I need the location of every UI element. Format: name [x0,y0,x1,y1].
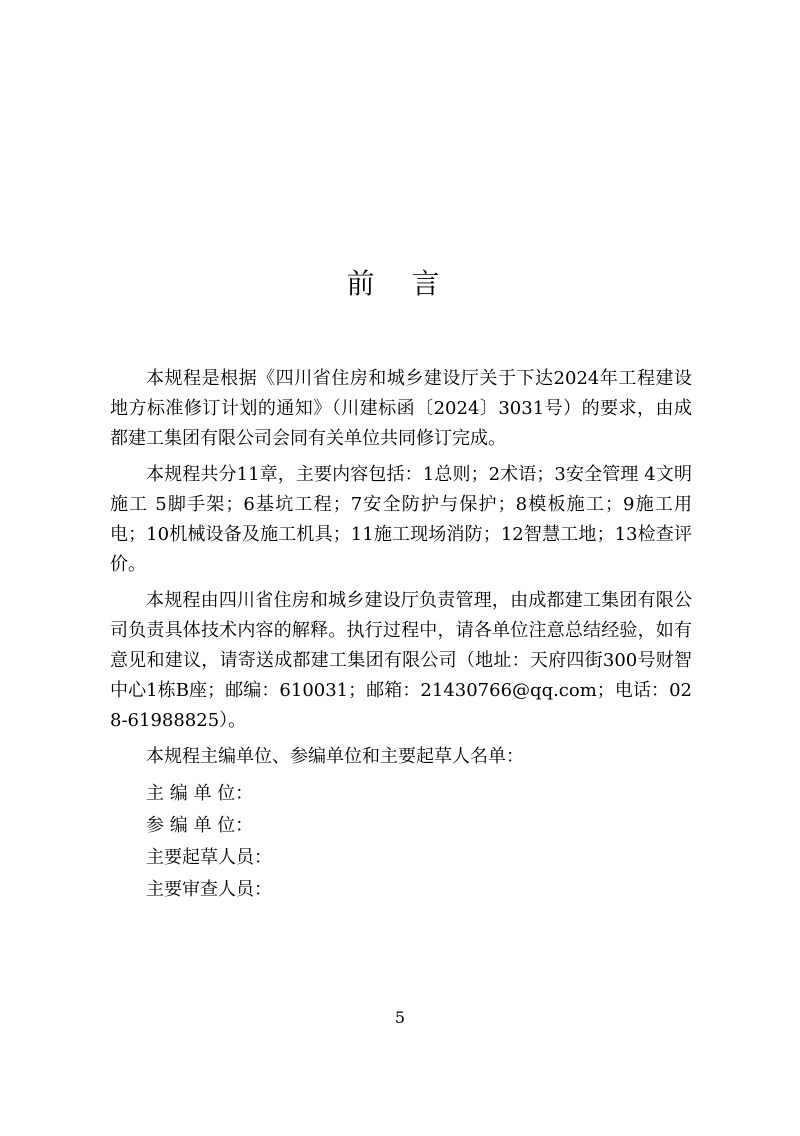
participating-unit-label: 参 编 单 位： [146,815,254,836]
preface-body [110,364,692,906]
preface-paragraph-1: 本规程是根据《四川省住房和城乡建设厅关于下达2024年工程建设地方标准修订计划的通知》（川建标函〔2024〕3031号）的要求，由成都建工集团有限公司会同有关单位共同修订完成。 [110,368,692,449]
preface-paragraph-3: 本规程由四川省住房和城乡建设厅负责管理，由成都建工集团有限公司负责具体技术内容的解释。执行过程中，请各单位注意总结经验，如有意见和建议，请寄送成都建工集团有限公司（地址：天府四街300号财智中心1栋B座；邮编：610031；邮箱：21430766@qq.com；电话：028-61988825）。 [110,590,692,731]
chief-editor-unit-label: 主 编 单 位： [146,783,254,804]
main-drafters-label: 主要起草人员： [146,847,272,868]
main-reviewers-label: 主要审查人员： [146,879,272,900]
preface-paragraph-2: 本规程共分11章，主要内容包括：1总则；2术语；3安全管理 4文明施工 5脚手架；6基坑工程；7安全防护与保护；8模板施工；9施工用电；10机械设备及施工机具；11施工现场消防；12智慧工地；13检查评价。 [110,464,692,575]
page-number: 5 [394,1008,406,1027]
preface-paragraph-4: 本规程主编单位、参编单位和主要起草人名单： [146,746,524,767]
page-title: 前 言 [346,267,454,300]
